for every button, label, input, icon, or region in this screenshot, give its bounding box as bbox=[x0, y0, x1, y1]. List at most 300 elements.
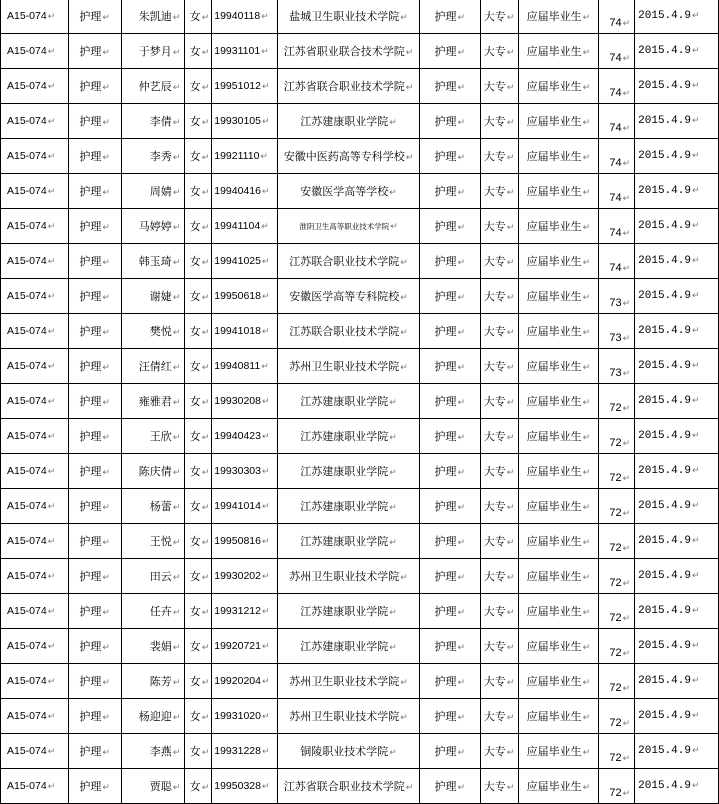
cell-code bbox=[1, 419, 69, 454]
table-row bbox=[1, 244, 719, 279]
cell-school bbox=[278, 454, 420, 489]
school-text: 江苏建康职业学院 bbox=[300, 605, 389, 618]
birth-text: 19930208 bbox=[214, 395, 261, 407]
name-text: 陈芳 bbox=[149, 675, 172, 688]
code-text: A15-074 bbox=[7, 395, 47, 407]
gender-text: 女 bbox=[189, 360, 201, 373]
cell-school bbox=[278, 0, 420, 34]
return-mark-icon: ↵ bbox=[457, 223, 466, 233]
status-text: 应届毕业生 bbox=[526, 395, 582, 408]
return-mark-icon: ↵ bbox=[582, 678, 591, 688]
return-mark-icon: ↵ bbox=[201, 713, 210, 723]
code-text: A15-074 bbox=[7, 745, 47, 757]
school-text: 铜陵职业技术学院 bbox=[300, 745, 389, 758]
gender-text: 女 bbox=[189, 115, 201, 128]
school-text: 江苏联合职业技术学院 bbox=[289, 255, 400, 268]
birth-text: 19931101 bbox=[214, 45, 261, 57]
cell-gender bbox=[185, 34, 212, 69]
table-row bbox=[1, 69, 719, 104]
return-mark-icon: ↵ bbox=[172, 223, 181, 233]
return-mark-icon: ↵ bbox=[506, 608, 515, 618]
return-mark-icon: ↵ bbox=[47, 501, 56, 511]
return-mark-icon: ↵ bbox=[457, 468, 466, 478]
cell-school bbox=[278, 384, 420, 419]
return-mark-icon: ↵ bbox=[47, 431, 56, 441]
cell-code bbox=[1, 384, 69, 419]
cell-degree-major bbox=[419, 489, 480, 524]
gender-text: 女 bbox=[189, 150, 201, 163]
cell-gender bbox=[185, 139, 212, 174]
major-text: 护理 bbox=[79, 185, 102, 198]
cell-education bbox=[480, 244, 518, 279]
cell-education bbox=[480, 139, 518, 174]
school-text: 江苏建康职业学院 bbox=[300, 115, 389, 128]
cell-name bbox=[121, 769, 185, 804]
cell-score bbox=[599, 629, 635, 664]
return-mark-icon: ↵ bbox=[622, 53, 631, 63]
return-mark-icon: ↵ bbox=[102, 83, 110, 93]
cell-gender bbox=[185, 454, 212, 489]
return-mark-icon: ↵ bbox=[201, 748, 210, 758]
cell-gender bbox=[185, 174, 212, 209]
cell-birth bbox=[212, 279, 278, 314]
major-text: 护理 bbox=[79, 150, 102, 163]
date-text: 2015.4.9 bbox=[638, 80, 691, 92]
cell-birth bbox=[212, 419, 278, 454]
score-text: 72 bbox=[609, 752, 622, 764]
return-mark-icon: ↵ bbox=[405, 48, 414, 58]
score-text: 74 bbox=[609, 192, 622, 204]
return-mark-icon: ↵ bbox=[691, 81, 700, 91]
return-mark-icon: ↵ bbox=[201, 328, 210, 338]
cell-school bbox=[278, 69, 420, 104]
cell-status bbox=[518, 314, 599, 349]
birth-text: 19931020 bbox=[214, 710, 261, 722]
return-mark-icon: ↵ bbox=[172, 538, 181, 548]
return-mark-icon: ↵ bbox=[622, 333, 631, 343]
cell-code bbox=[1, 209, 69, 244]
birth-text: 19941025 bbox=[214, 255, 261, 267]
return-mark-icon: ↵ bbox=[261, 81, 270, 91]
return-mark-icon: ↵ bbox=[457, 503, 466, 513]
cell-name bbox=[121, 139, 185, 174]
cell-date bbox=[635, 349, 719, 384]
cell-degree-major bbox=[419, 314, 480, 349]
return-mark-icon: ↵ bbox=[389, 748, 397, 758]
cell-gender bbox=[185, 0, 212, 34]
cell-school bbox=[278, 699, 420, 734]
cell-name bbox=[121, 489, 185, 524]
return-mark-icon: ↵ bbox=[201, 783, 210, 793]
status-text: 应届毕业生 bbox=[526, 220, 582, 233]
score-text: 72 bbox=[609, 682, 622, 694]
return-mark-icon: ↵ bbox=[691, 781, 700, 791]
education-text: 大专 bbox=[483, 710, 506, 723]
cell-education bbox=[480, 524, 518, 559]
cell-code bbox=[1, 104, 69, 139]
degree-major-text: 护理 bbox=[434, 500, 457, 513]
school-text: 苏州卫生职业技术学院 bbox=[289, 675, 400, 688]
date-text: 2015.4.9 bbox=[638, 360, 691, 372]
return-mark-icon: ↵ bbox=[201, 258, 210, 268]
return-mark-icon: ↵ bbox=[622, 543, 631, 553]
school-text: 江苏建康职业学院 bbox=[300, 430, 389, 443]
code-text: A15-074 bbox=[7, 640, 47, 652]
date-text: 2015.4.9 bbox=[638, 780, 691, 792]
name-text: 任卉 bbox=[149, 605, 172, 618]
gender-text: 女 bbox=[189, 325, 201, 338]
school-text: 江苏省联合职业技术学院 bbox=[283, 780, 405, 793]
return-mark-icon: ↵ bbox=[506, 573, 515, 583]
cell-gender bbox=[185, 524, 212, 559]
return-mark-icon: ↵ bbox=[506, 433, 515, 443]
cell-school bbox=[278, 559, 420, 594]
return-mark-icon: ↵ bbox=[622, 123, 631, 133]
cell-education bbox=[480, 734, 518, 769]
table-row bbox=[1, 629, 719, 664]
cell-status bbox=[518, 104, 599, 139]
return-mark-icon: ↵ bbox=[102, 258, 110, 268]
cell-education bbox=[480, 489, 518, 524]
return-mark-icon: ↵ bbox=[506, 13, 515, 23]
name-text: 樊悦 bbox=[149, 325, 172, 338]
return-mark-icon: ↵ bbox=[582, 398, 591, 408]
date-text: 2015.4.9 bbox=[638, 745, 691, 757]
cell-code bbox=[1, 699, 69, 734]
return-mark-icon: ↵ bbox=[172, 503, 181, 513]
gender-text: 女 bbox=[189, 185, 201, 198]
return-mark-icon: ↵ bbox=[47, 606, 56, 616]
return-mark-icon: ↵ bbox=[261, 221, 269, 231]
cell-status bbox=[518, 0, 599, 34]
cell-education bbox=[480, 314, 518, 349]
return-mark-icon: ↵ bbox=[457, 328, 466, 338]
table-row bbox=[1, 769, 719, 804]
gender-text: 女 bbox=[189, 745, 201, 758]
table-row bbox=[1, 279, 719, 314]
code-text: A15-074 bbox=[7, 430, 47, 442]
cell-major bbox=[68, 419, 121, 454]
date-text: 2015.4.9 bbox=[638, 500, 691, 512]
cell-code bbox=[1, 34, 69, 69]
cell-education bbox=[480, 104, 518, 139]
cell-school bbox=[278, 34, 420, 69]
cell-date bbox=[635, 0, 719, 34]
table-row bbox=[1, 384, 719, 419]
score-text: 72 bbox=[609, 507, 622, 519]
return-mark-icon: ↵ bbox=[389, 468, 397, 478]
cell-gender bbox=[185, 664, 212, 699]
name-text: 王欣 bbox=[149, 430, 172, 443]
cell-major bbox=[68, 454, 121, 489]
return-mark-icon: ↵ bbox=[457, 13, 466, 23]
status-text: 应届毕业生 bbox=[526, 325, 582, 338]
name-text: 李秀 bbox=[149, 150, 172, 163]
return-mark-icon: ↵ bbox=[400, 713, 408, 723]
score-text: 74 bbox=[609, 262, 622, 274]
score-text: 74 bbox=[609, 17, 622, 29]
table-row bbox=[1, 594, 719, 629]
cell-code bbox=[1, 139, 69, 174]
date-text: 2015.4.9 bbox=[638, 115, 691, 127]
birth-text: 19930303 bbox=[214, 465, 261, 477]
return-mark-icon: ↵ bbox=[457, 643, 466, 653]
cell-degree-major bbox=[419, 139, 480, 174]
cell-status bbox=[518, 34, 599, 69]
cell-education bbox=[480, 559, 518, 594]
return-mark-icon: ↵ bbox=[47, 151, 56, 161]
return-mark-icon: ↵ bbox=[260, 151, 268, 161]
return-mark-icon: ↵ bbox=[622, 403, 631, 413]
cell-status bbox=[518, 209, 599, 244]
date-text: 2015.4.9 bbox=[638, 255, 691, 267]
status-text: 应届毕业生 bbox=[526, 430, 582, 443]
cell-school bbox=[278, 174, 420, 209]
cell-code bbox=[1, 69, 69, 104]
status-text: 应届毕业生 bbox=[526, 640, 582, 653]
date-text: 2015.4.9 bbox=[638, 535, 691, 547]
return-mark-icon: ↵ bbox=[691, 291, 700, 301]
major-text: 护理 bbox=[79, 290, 102, 303]
return-mark-icon: ↵ bbox=[457, 118, 466, 128]
major-text: 护理 bbox=[79, 395, 102, 408]
cell-school bbox=[278, 139, 420, 174]
cell-gender bbox=[185, 559, 212, 594]
return-mark-icon: ↵ bbox=[172, 433, 181, 443]
return-mark-icon: ↵ bbox=[582, 503, 591, 513]
return-mark-icon: ↵ bbox=[457, 363, 466, 373]
table-row bbox=[1, 559, 719, 594]
date-text: 2015.4.9 bbox=[638, 10, 691, 22]
cell-code bbox=[1, 489, 69, 524]
cell-birth bbox=[212, 34, 278, 69]
return-mark-icon: ↵ bbox=[261, 326, 270, 336]
cell-gender bbox=[185, 489, 212, 524]
degree-major-text: 护理 bbox=[434, 325, 457, 338]
return-mark-icon: ↵ bbox=[622, 263, 631, 273]
cell-major bbox=[68, 524, 121, 559]
cell-score bbox=[599, 594, 635, 629]
cell-status bbox=[518, 734, 599, 769]
status-text: 应届毕业生 bbox=[526, 570, 582, 583]
return-mark-icon: ↵ bbox=[622, 648, 631, 658]
cell-date bbox=[635, 34, 719, 69]
cell-gender bbox=[185, 419, 212, 454]
school-text: 江苏省联合职业技术学院 bbox=[283, 80, 405, 93]
cell-score bbox=[599, 279, 635, 314]
cell-major bbox=[68, 594, 121, 629]
return-mark-icon: ↵ bbox=[389, 398, 397, 408]
cell-score bbox=[599, 209, 635, 244]
cell-education bbox=[480, 349, 518, 384]
cell-date bbox=[635, 524, 719, 559]
return-mark-icon: ↵ bbox=[102, 573, 110, 583]
birth-text: 19941104 bbox=[214, 220, 261, 232]
gender-text: 女 bbox=[189, 605, 201, 618]
birth-text: 19930105 bbox=[214, 115, 261, 127]
cell-degree-major bbox=[419, 34, 480, 69]
return-mark-icon: ↵ bbox=[261, 641, 270, 651]
return-mark-icon: ↵ bbox=[47, 571, 56, 581]
table-row bbox=[1, 104, 719, 139]
return-mark-icon: ↵ bbox=[261, 396, 270, 406]
cell-score bbox=[599, 349, 635, 384]
cell-degree-major bbox=[419, 769, 480, 804]
cell-date bbox=[635, 384, 719, 419]
return-mark-icon: ↵ bbox=[47, 326, 56, 336]
name-text: 于梦月 bbox=[138, 45, 172, 58]
return-mark-icon: ↵ bbox=[172, 713, 181, 723]
return-mark-icon: ↵ bbox=[172, 328, 181, 338]
birth-text: 19940416 bbox=[214, 185, 261, 197]
cell-code bbox=[1, 629, 69, 664]
return-mark-icon: ↵ bbox=[102, 538, 110, 548]
return-mark-icon: ↵ bbox=[172, 783, 181, 793]
code-text: A15-074 bbox=[7, 605, 47, 617]
cell-degree-major bbox=[419, 349, 480, 384]
cell-major bbox=[68, 769, 121, 804]
return-mark-icon: ↵ bbox=[102, 293, 110, 303]
cell-major bbox=[68, 139, 121, 174]
name-text: 周婧 bbox=[149, 185, 172, 198]
status-text: 应届毕业生 bbox=[526, 745, 582, 758]
cell-code bbox=[1, 664, 69, 699]
return-mark-icon: ↵ bbox=[261, 781, 270, 791]
cell-name bbox=[121, 0, 185, 34]
cell-name bbox=[121, 559, 185, 594]
table-row bbox=[1, 454, 719, 489]
degree-major-text: 护理 bbox=[434, 710, 457, 723]
return-mark-icon: ↵ bbox=[405, 153, 414, 163]
return-mark-icon: ↵ bbox=[457, 83, 466, 93]
degree-major-text: 护理 bbox=[434, 45, 457, 58]
degree-major-text: 护理 bbox=[434, 80, 457, 93]
cell-school bbox=[278, 489, 420, 524]
return-mark-icon: ↵ bbox=[405, 783, 414, 793]
cell-score bbox=[599, 244, 635, 279]
return-mark-icon: ↵ bbox=[506, 748, 515, 758]
return-mark-icon: ↵ bbox=[47, 711, 56, 721]
date-text: 2015.4.9 bbox=[638, 220, 691, 232]
return-mark-icon: ↵ bbox=[261, 186, 270, 196]
return-mark-icon: ↵ bbox=[261, 606, 270, 616]
return-mark-icon: ↵ bbox=[506, 503, 515, 513]
education-text: 大专 bbox=[483, 150, 506, 163]
education-text: 大专 bbox=[483, 290, 506, 303]
cell-status bbox=[518, 139, 599, 174]
cell-degree-major bbox=[419, 0, 480, 34]
gender-text: 女 bbox=[189, 640, 201, 653]
cell-birth bbox=[212, 559, 278, 594]
school-text: 江苏联合职业技术学院 bbox=[289, 325, 400, 338]
cell-status bbox=[518, 699, 599, 734]
return-mark-icon: ↵ bbox=[457, 188, 466, 198]
cell-date bbox=[635, 734, 719, 769]
status-text: 应届毕业生 bbox=[526, 780, 582, 793]
cell-code bbox=[1, 244, 69, 279]
cell-major bbox=[68, 69, 121, 104]
return-mark-icon: ↵ bbox=[201, 363, 210, 373]
status-text: 应届毕业生 bbox=[526, 465, 582, 478]
return-mark-icon: ↵ bbox=[389, 433, 397, 443]
cell-education bbox=[480, 384, 518, 419]
cell-major bbox=[68, 559, 121, 594]
code-text: A15-074 bbox=[7, 80, 47, 92]
return-mark-icon: ↵ bbox=[506, 643, 515, 653]
cell-major bbox=[68, 34, 121, 69]
return-mark-icon: ↵ bbox=[201, 538, 210, 548]
education-text: 大专 bbox=[483, 325, 506, 338]
cell-school bbox=[278, 349, 420, 384]
gender-text: 女 bbox=[189, 675, 201, 688]
return-mark-icon: ↵ bbox=[389, 608, 397, 618]
score-text: 72 bbox=[609, 402, 622, 414]
return-mark-icon: ↵ bbox=[47, 46, 56, 56]
cell-degree-major bbox=[419, 209, 480, 244]
return-mark-icon: ↵ bbox=[261, 291, 270, 301]
birth-text: 19940118 bbox=[214, 10, 261, 22]
return-mark-icon: ↵ bbox=[691, 396, 700, 406]
return-mark-icon: ↵ bbox=[457, 398, 466, 408]
cell-date bbox=[635, 104, 719, 139]
return-mark-icon: ↵ bbox=[47, 641, 56, 651]
return-mark-icon: ↵ bbox=[261, 711, 270, 721]
date-text: 2015.4.9 bbox=[638, 430, 691, 442]
status-text: 应届毕业生 bbox=[526, 290, 582, 303]
table-row bbox=[1, 419, 719, 454]
major-text: 护理 bbox=[79, 45, 102, 58]
return-mark-icon: ↵ bbox=[102, 433, 110, 443]
major-text: 护理 bbox=[79, 745, 102, 758]
date-text: 2015.4.9 bbox=[638, 395, 691, 407]
cell-major bbox=[68, 104, 121, 139]
cell-school bbox=[278, 209, 420, 244]
code-text: A15-074 bbox=[7, 360, 47, 372]
date-text: 2015.4.9 bbox=[638, 465, 691, 477]
education-text: 大专 bbox=[483, 640, 506, 653]
cell-score bbox=[599, 454, 635, 489]
return-mark-icon: ↵ bbox=[47, 186, 56, 196]
cell-education bbox=[480, 279, 518, 314]
cell-code bbox=[1, 524, 69, 559]
cell-code bbox=[1, 454, 69, 489]
cell-code bbox=[1, 174, 69, 209]
date-text: 2015.4.9 bbox=[638, 570, 691, 582]
cell-name bbox=[121, 174, 185, 209]
cell-code bbox=[1, 0, 69, 34]
cell-degree-major bbox=[419, 559, 480, 594]
gender-text: 女 bbox=[189, 570, 201, 583]
return-mark-icon: ↵ bbox=[622, 473, 631, 483]
cell-birth bbox=[212, 349, 278, 384]
cell-major bbox=[68, 279, 121, 314]
cell-birth bbox=[212, 384, 278, 419]
cell-name bbox=[121, 34, 185, 69]
return-mark-icon: ↵ bbox=[457, 713, 466, 723]
score-text: 74 bbox=[609, 52, 622, 64]
return-mark-icon: ↵ bbox=[201, 398, 210, 408]
cell-gender bbox=[185, 734, 212, 769]
return-mark-icon: ↵ bbox=[691, 11, 700, 21]
degree-major-text: 护理 bbox=[434, 220, 457, 233]
cell-major bbox=[68, 0, 121, 34]
cell-name bbox=[121, 454, 185, 489]
table-row bbox=[1, 349, 719, 384]
school-text: 江苏建康职业学院 bbox=[300, 395, 389, 408]
cell-date bbox=[635, 769, 719, 804]
birth-text: 19931228 bbox=[214, 745, 261, 757]
cell-school bbox=[278, 664, 420, 699]
